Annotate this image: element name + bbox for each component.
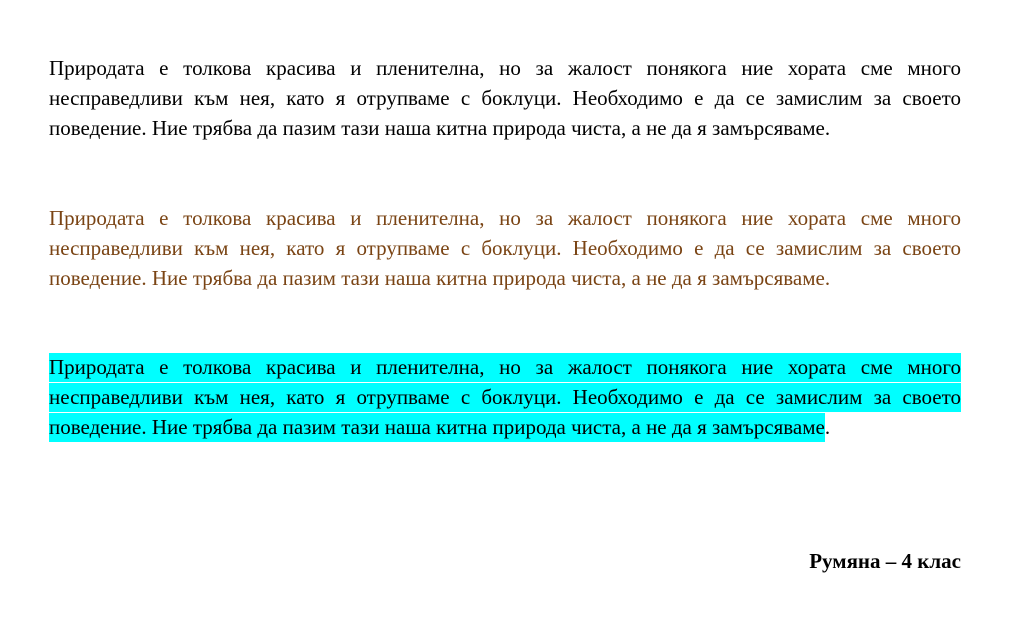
paragraph-plain: Природата е толкова красива и пленителна, но за жалост понякога ние хората сме много несправедливи към нея, като я отрупваме с боклуци. Необходимо е да се замислим за своето поведение. Ние трябва да пазим тази наша китна природа чиста, а не да я замърсяваме. [49,56,961,140]
paragraph-brown: Природата е толкова красива и пленителна, но за жалост понякога ние хората сме много несправедливи към нея, като я отрупваме с боклуци. Необходимо е да се замислим за своето поведение. Ние трябва да пазим тази наша китна природа чиста, а не да я замърсяваме. [49,206,961,290]
author-signature: Румяна – 4 клас [809,549,961,573]
paragraph-highlighted [49,352,961,442]
highlighted-text: Природата е толкова красива и пленителна, но за жалост понякога ние хората сме много несправедливи към нея, като я отрупваме с боклуци. Необходимо е да се замислим за своето поведение. Ние трябва да пазим тази наша китна природа чиста, а не да я замърсяваме [49,353,961,442]
trailing-period: . [824,415,831,439]
